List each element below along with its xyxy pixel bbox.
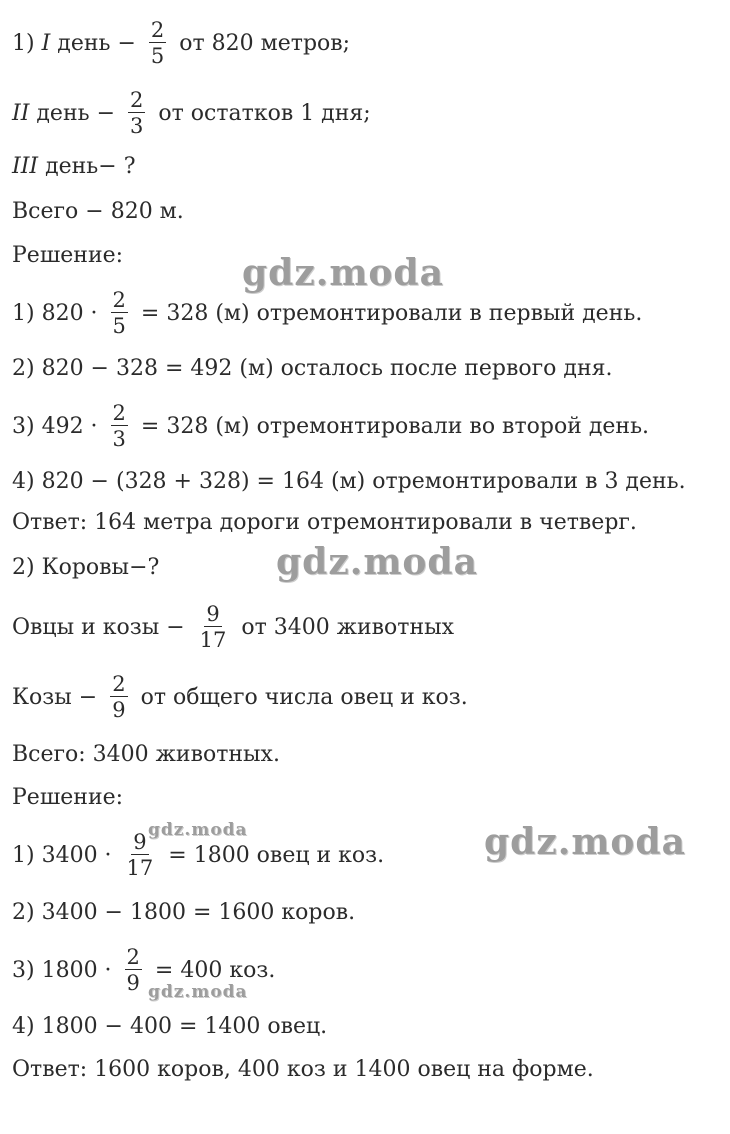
task2-step3: 3) 1800 · $\frac{2}{9}$ = 400 коз. (12, 944, 276, 995)
task2-step2: 2) 3400 − 1800 = 1600 коров. (12, 899, 356, 925)
watermark: gdz.moda (276, 541, 478, 583)
fraction: $\frac{2}{5}$ (150, 17, 165, 68)
watermark: gdz.moda (242, 252, 444, 294)
task2-line2: Овцы и козы − $\frac{9}{17}$ от 3400 животных (12, 601, 455, 652)
fraction: $\frac{2}{3}$ (112, 400, 126, 451)
watermark: gdz.moda (148, 820, 248, 840)
watermark: gdz.moda (484, 821, 686, 863)
task1-line1: 1) I день − $\frac{2}{5}$ от 820 метров; (12, 17, 351, 68)
task1-step4: 4) 820 − (328 + 328) = 164 (м) отремонтировали в 3 день. (12, 468, 686, 494)
task2-step4: 4) 1800 − 400 = 1400 овец. (12, 1013, 328, 1039)
watermark: gdz.moda (148, 982, 248, 1002)
task2-solution-heading: Решение: (12, 784, 124, 810)
fraction: $\frac{2}{9}$ (126, 944, 140, 995)
task1-line2: II день − $\frac{2}{3}$ от остатков 1 дня; (12, 87, 371, 138)
fraction: $\frac{2}{9}$ (112, 671, 126, 722)
fraction: $\frac{9}{17}$ (126, 829, 154, 880)
task1-step3: 3) 492 · $\frac{2}{3}$ = 328 (м) отремонтировали во второй день. (12, 400, 650, 451)
task2-step1: 1) 3400 · $\frac{9}{17}$ = 1800 овец и коз. (12, 829, 385, 880)
task2-total: Всего: 3400 животных. (12, 741, 280, 767)
fraction: $\frac{2}{3}$ (130, 87, 144, 138)
fraction: $\frac{9}{17}$ (199, 601, 227, 652)
task1-step2: 2) 820 − 328 = 492 (м) осталось после первого дня. (12, 355, 613, 381)
task1-total: Всего − 820 м. (12, 198, 184, 224)
task1-solution-heading: Решение: (12, 242, 124, 268)
task1-line3: III день− ? (12, 153, 136, 179)
fraction: $\frac{2}{5}$ (112, 287, 126, 338)
task2-line3: Козы − $\frac{2}{9}$ от общего числа овец и коз. (12, 671, 468, 722)
task1-step1: 1) 820 · $\frac{2}{5}$ = 328 (м) отремонтировали в первый день. (12, 287, 643, 338)
task2-line1: 2) Коровы−? (12, 554, 160, 580)
task1-answer: Ответ: 164 метра дороги отремонтировали в четверг. (12, 509, 637, 535)
task2-answer: Ответ: 1600 коров, 400 коз и 1400 овец на форме. (12, 1056, 594, 1082)
